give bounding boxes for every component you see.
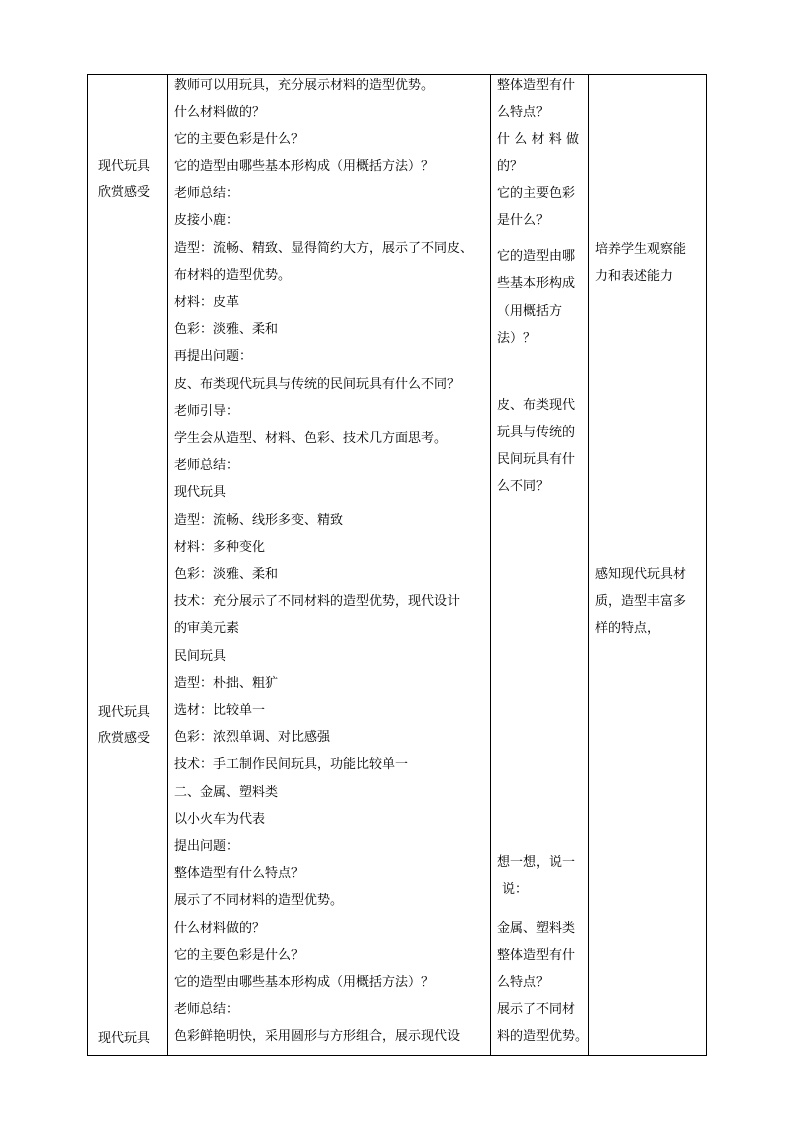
- student-activity-line: （用概括方: [497, 304, 563, 319]
- column-divider: [588, 75, 589, 1055]
- student-activity-line: 么特点？: [497, 975, 550, 990]
- student-activity-line: 整体造型有什: [497, 948, 576, 963]
- student-activity-line: 是什么？: [497, 213, 550, 228]
- content-line: 老师总结：: [174, 1002, 240, 1017]
- design-intent-line: 样的特点，: [595, 621, 661, 636]
- content-line: 老师引导：: [174, 404, 240, 419]
- design-intent-line: 感知现代玩具材: [595, 567, 687, 582]
- content-line: 造型：流畅、线形多变、精致: [174, 513, 344, 528]
- content-line: 造型：朴拙、粗犷: [174, 676, 279, 691]
- content-line: 教师可以用玩具，充分展示材料的造型优势。: [174, 78, 435, 93]
- student-activity-line: [497, 132, 579, 148]
- content-line: 技术：充分展示了不同材料的造型优势，现代设计: [174, 594, 461, 609]
- section-label: 欣赏感受: [98, 185, 151, 200]
- content-line: 它的主要色彩是什么？: [174, 132, 305, 147]
- spaced-char: 么: [514, 132, 528, 147]
- content-line: 选材：比较单一: [174, 703, 266, 718]
- content-line: 色彩鲜艳明快，采用圆形与方形组合，展示现代设: [174, 1029, 461, 1044]
- content-line: 它的主要色彩是什么？: [174, 948, 305, 963]
- student-activity-line: 些基本形构成: [497, 276, 576, 291]
- content-line: 什么材料做的？: [174, 105, 266, 120]
- content-line: 色彩：浓烈单调、对比感强: [174, 730, 331, 745]
- content-line: 提出问题：: [174, 839, 240, 854]
- content-line: 再提出问题：: [174, 349, 253, 364]
- content-line: 它的造型由哪些基本形构成（用概括方法）？: [174, 975, 435, 990]
- spaced-char: 料: [548, 132, 562, 147]
- section-label: 现代玩具: [98, 705, 151, 720]
- student-activity-line: 它的主要色彩: [497, 186, 576, 201]
- content-line: 它的造型由哪些基本形构成（用概括方法）？: [174, 159, 435, 174]
- content-line: 色彩：淡雅、柔和: [174, 567, 279, 582]
- student-activity-line: 皮、布类现代: [497, 398, 576, 413]
- content-line: 技术：手工制作民间玩具，功能比较单一: [174, 757, 409, 772]
- section-label: 欣赏感受: [98, 731, 151, 746]
- student-activity-line: 金属、塑料类: [497, 921, 576, 936]
- content-line: 老师总结：: [174, 186, 240, 201]
- lesson-plan-table: [87, 74, 707, 1056]
- content-line: 民间玩具: [174, 649, 227, 664]
- column-divider: [167, 75, 168, 1055]
- spaced-char: 什: [497, 132, 511, 147]
- column-divider: [490, 75, 491, 1055]
- spaced-char: 做: [565, 132, 579, 147]
- content-line: 老师总结：: [174, 458, 240, 473]
- student-activity-line: 它的造型由哪: [497, 249, 576, 264]
- student-activity-line: 玩具与传统的: [497, 425, 576, 440]
- student-activity-line: 的？: [497, 159, 524, 174]
- content-line: 学生会从造型、材料、色彩、技术几方面思考。: [174, 431, 448, 446]
- content-line: 什么材料做的？: [174, 921, 266, 936]
- content-line: 二、金属、塑料类: [174, 785, 279, 800]
- student-activity-line: 民间玩具有什: [497, 452, 576, 467]
- content-line: 皮接小鹿：: [174, 213, 240, 228]
- student-activity-line: 法）？: [497, 331, 537, 346]
- content-line: 以小火车为代表: [174, 812, 266, 827]
- content-line: 布材料的造型优势。: [174, 268, 292, 283]
- student-activity-line: 想一想，说一: [497, 855, 576, 870]
- student-activity-line: 料的造型优势。: [497, 1029, 589, 1044]
- student-activity-line: 么不同？: [497, 479, 550, 494]
- section-label: 现代玩具: [98, 1031, 151, 1046]
- content-line: 现代玩具: [174, 485, 227, 500]
- student-activity-line: 整体造型有什: [497, 78, 576, 93]
- content-line: 的审美元素: [174, 621, 240, 636]
- content-line: 色彩：淡雅、柔和: [174, 322, 279, 337]
- content-line: 展示了不同材料的造型优势。: [174, 893, 344, 908]
- section-label: 现代玩具: [98, 159, 151, 174]
- design-intent-line: 质，造型丰富多: [595, 594, 687, 609]
- design-intent-line: 培养学生观察能: [595, 242, 687, 257]
- student-activity-line: 展示了不同材: [497, 1002, 576, 1017]
- content-line: 整体造型有什么特点？: [174, 866, 305, 881]
- content-line: 造型：流畅、精致、显得简约大方，展示了不同皮、: [174, 241, 474, 256]
- student-activity-line: 么特点？: [497, 105, 550, 120]
- content-line: 材料：皮革: [174, 295, 240, 310]
- design-intent-line: 力和表述能力: [595, 269, 674, 284]
- student-activity-line: 说：: [502, 882, 529, 897]
- content-line: 材料：多种变化: [174, 540, 266, 555]
- content-line: 皮、布类现代玩具与传统的民间玩具有什么不同？: [174, 377, 461, 392]
- spaced-char: 材: [531, 132, 545, 147]
